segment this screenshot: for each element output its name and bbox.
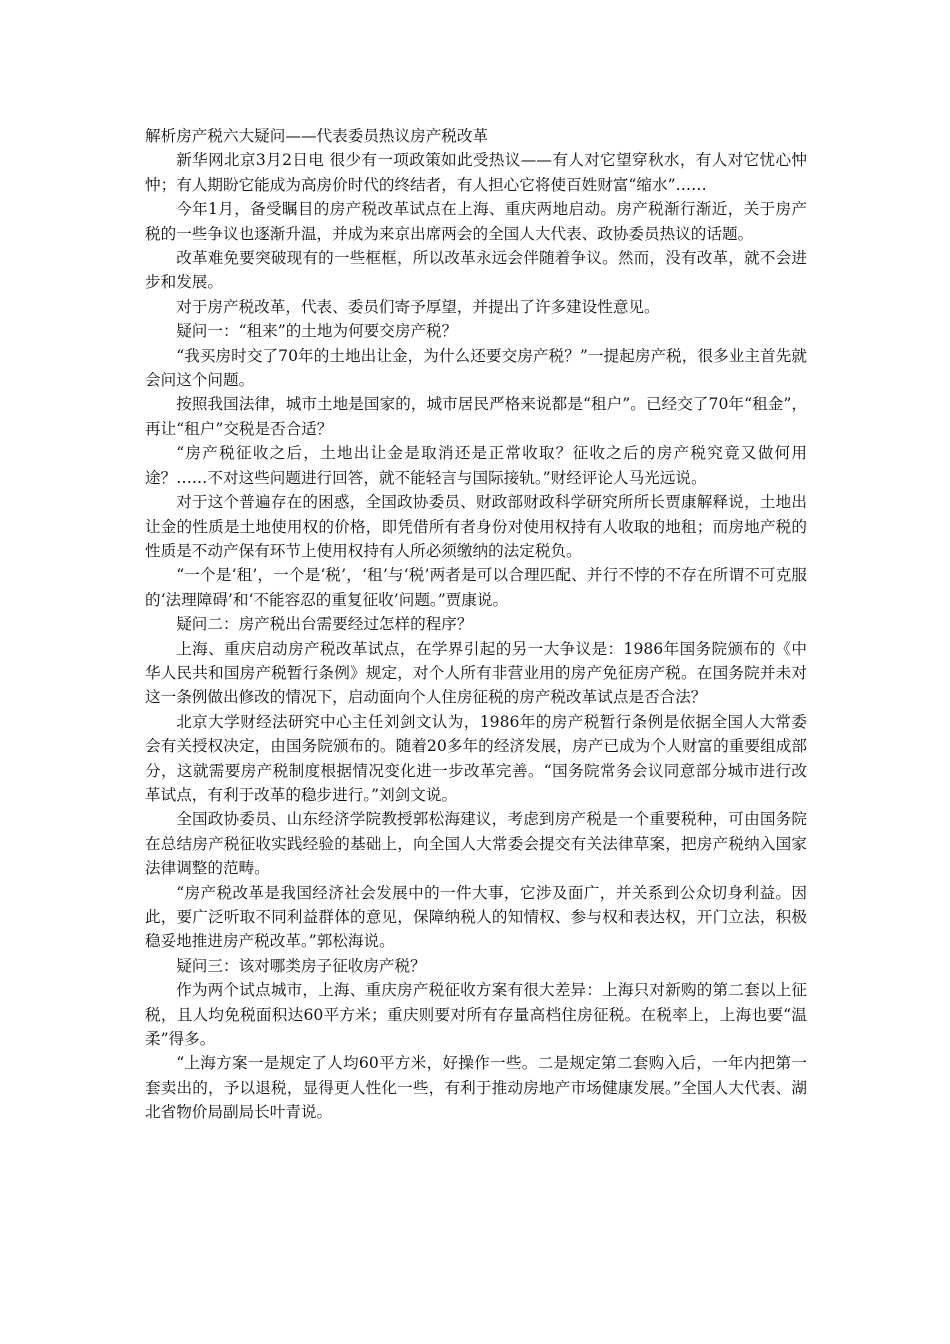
paragraph: 北京大学财经法研究中心主任刘剑文认为，1986年的房产税暂行条例是依据全国人大常委会有关授权决定，由国务院颁布的。随着20多年的经济发展，房产已成为个人财富的重要组成部分，这就需要房产税制度根据情况变化进一步改革完善。“国务院常务会议同意部分城市进行改革试点，有利于改革的稳步进行。”刘剑文说。 xyxy=(145,712,807,804)
paragraph: 对于这个普遍存在的困惑，全国政协委员、财政部财政科学研究所所长贾康解释说，土地出让金的性质是土地使用权的价格，即凭借所有者身份对使用权持有人收取的地租；而房地产税的性质是不动产保有环节上使用权持有人所必须缴纳的法定税负。 xyxy=(145,493,807,560)
paragraph: 作为两个试点城市，上海、重庆房产税征收方案有很大差异：上海只对新购的第二套以上征税，且人均免税面积达60平方米；重庆则要对所有存量高档住房征税。在税率上，上海也要“温柔”得多。 xyxy=(145,981,807,1049)
paragraph: 今年1月，备受瞩目的房产税改革试点在上海、重庆两地启动。房产税渐行渐近，关于房产税的一些争议也逐渐升温，并成为来京出席两会的全国人大代表、政协委员热议的话题。 xyxy=(145,200,807,243)
paragraph: “上海方案一是规定了人均60平方米，好操作一些。二是规定第二套购入后，一年内把第一套卖出的，予以退税，显得更人性化一些，有利于推动房地产市场健康发展。”全国人大代表、湖北省物价局副局长叶青说。 xyxy=(145,1054,807,1122)
section-heading: 疑问三：该对哪类房子征收房产税？ xyxy=(176,956,426,975)
paragraph: 改革难免要突破现有的一些框框，所以改革永远会伴随着争议。然而，没有改革，就不会进步和发展。 xyxy=(145,249,807,292)
paragraph: 对于房产税改革，代表、委员们寄予厚望，并提出了许多建设性意见。 xyxy=(176,297,660,316)
document-page xyxy=(145,124,807,1125)
article-body xyxy=(145,148,807,1124)
section-heading: 疑问二：房产税出台需要经过怎样的程序？ xyxy=(176,615,473,634)
article-title: 解析房产税六大疑问——代表委员热议房产税改革 xyxy=(145,127,489,145)
paragraph: “房产税征收之后，土地出让金是取消还是正常收取？征收之后的房产税究竟又做何用途？……不对这些问题进行回答，就不能轻言与国际接轨。”财经评论人马光远说。 xyxy=(145,444,807,487)
paragraph: “我买房时交了70年的土地出让金，为什么还要交房产税？”一提起房产税，很多业主首先就会问这个问题。 xyxy=(145,346,807,390)
section-heading: 疑问一：“租来”的土地为何要交房产税？ xyxy=(176,322,458,341)
paragraph: 新华网北京3月2日电 很少有一项政策如此受热议——有人对它望穿秋水，有人对它忧心忡忡；有人期盼它能成为高房价时代的终结者，有人担心它将使百姓财富“缩水”…… xyxy=(145,151,807,194)
paragraph: “房产税改革是我国经济社会发展中的一件大事，它涉及面广，并关系到公众切身利益。因此，要广泛听取不同利益群体的意见，保障纳税人的知情权、参与权和表达权，开门立法，积极稳妥地推进房产税改革。”郭松海说。 xyxy=(145,883,807,951)
paragraph: 按照我国法律，城市土地是国家的，城市居民严格来说都是“租户”。已经交了70年“租金”，再让“租户”交税是否合适？ xyxy=(145,395,807,438)
paragraph: “一个是‘租’，一个是‘税’，‘租’与‘税’两者是可以合理匹配、并行不悖的不存在所谓不可克服的‘法理障碍’和‘不能容忍的重复征收’问题。”贾康说。 xyxy=(145,566,807,609)
paragraph: 上海、重庆启动房产税改革试点，在学界引起的另一大争议是：1986年国务院颁布的《中华人民共和国房产税暂行条例》规定，对个人所有非营业用的房产免征房产税。在国务院并未对这一条例做出修改的情况下，启动面向个人住房征税的房产税改革试点是否合法？ xyxy=(145,639,807,707)
paragraph: 全国政协委员、山东经济学院教授郭松海建议，考虑到房产税是一个重要税种，可由国务院在总结房产税征收实践经验的基础上，向全国人大常委会提交有关法律草案，把房产税纳入国家法律调整的范畴。 xyxy=(145,810,807,878)
